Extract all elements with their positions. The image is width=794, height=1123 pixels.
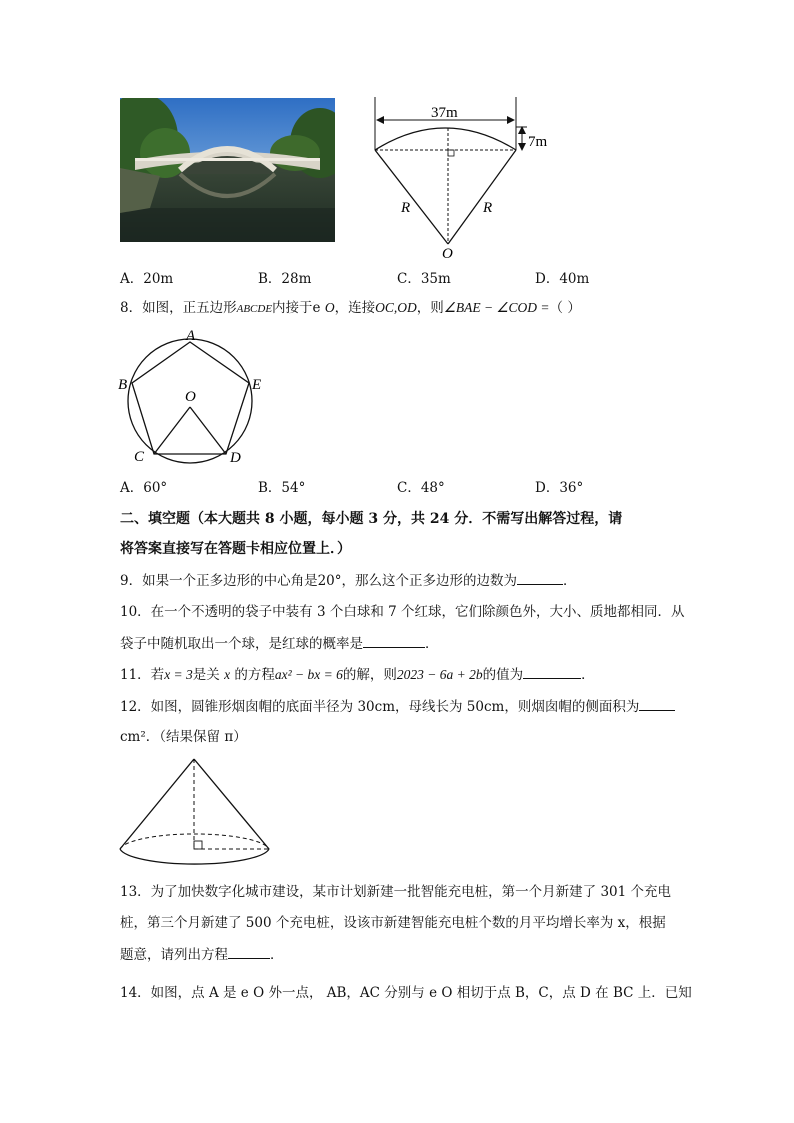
q8-circle-o: O bbox=[324, 300, 335, 315]
q12-line1-text: 12．如图，圆锥形烟囱帽的底面半径为 30cm，母线长为 50cm，则烟囱帽的侧面积为 bbox=[120, 699, 640, 715]
q10-line2 bbox=[120, 634, 439, 653]
q12-line2: cm²．（结果保留 π） bbox=[120, 729, 247, 745]
cone-diagram bbox=[116, 755, 276, 873]
q8-segs: OC,OD bbox=[375, 300, 417, 315]
arch-diagram bbox=[365, 92, 555, 262]
q9-val: 20° bbox=[317, 573, 342, 589]
q12-line1 bbox=[120, 697, 675, 716]
q11-answer-blank[interactable] bbox=[523, 665, 581, 679]
q9-end: ． bbox=[563, 573, 577, 589]
q8-mid3: ，则 bbox=[416, 300, 444, 316]
q8-pre: 如图，正五边形 bbox=[142, 300, 237, 316]
label-7m: 7m bbox=[528, 134, 548, 150]
q11-m3: 的解，则 bbox=[342, 667, 397, 683]
q8-option-b[interactable]: B．54° bbox=[258, 480, 306, 496]
q7-option-a[interactable]: A．20m bbox=[120, 271, 174, 287]
q11-end: ． bbox=[581, 667, 595, 683]
q8-circle: e bbox=[312, 300, 321, 316]
q13-line2: 桩，第三个月新建了 500 个充电桩，设该市新建智能充电桩个数的月平均增长率为 x，根据 bbox=[120, 915, 666, 931]
q10-line2-text: 袋子中随机取出一个球，是红球的概率是 bbox=[120, 636, 363, 652]
q11-pre: 11．若 bbox=[120, 667, 165, 683]
pent-label-D: D bbox=[230, 450, 241, 466]
q11-m1: 是关 bbox=[192, 667, 220, 683]
q11-x: x bbox=[224, 667, 231, 682]
q9-post: ，那么这个正多边形的边数为 bbox=[341, 573, 518, 589]
q10-answer-blank[interactable] bbox=[363, 634, 425, 648]
label-O: O bbox=[442, 246, 453, 262]
q13-line3-text: 题意，请列出方程 bbox=[120, 947, 228, 963]
section2-line2: 将答案直接写在答题卡相应位置上．） bbox=[120, 541, 351, 557]
bridge-photo bbox=[120, 98, 335, 242]
q8-mid2: ，连接 bbox=[334, 300, 376, 316]
q13-answer-blank[interactable] bbox=[228, 945, 270, 959]
label-R-right: R bbox=[483, 200, 493, 216]
q13-line3 bbox=[120, 945, 284, 964]
q11 bbox=[120, 665, 595, 684]
pent-label-C: C bbox=[134, 449, 145, 465]
q9-answer-blank[interactable] bbox=[517, 571, 563, 585]
q8-mid: 内接于 bbox=[272, 300, 313, 316]
q10-end: ． bbox=[425, 636, 439, 652]
q8-num: 8． bbox=[120, 300, 143, 316]
section2-line1: 二、填空题（本大题共 8 小题，每小题 3 分，共 24 分．不需写出解答过程，请 bbox=[120, 511, 623, 527]
label-R-left: R bbox=[401, 200, 411, 216]
q8-tail: （ ） bbox=[549, 300, 581, 316]
q14-line1: 14．如图，点 A 是 e O 外一点， AB，AC 分别与 e O 相切于点 B，C，点 D 在 BC 上．已知 bbox=[120, 985, 692, 1001]
q9-pre: 9．如果一个正多边形的中心角是 bbox=[120, 573, 318, 589]
q13-end: ． bbox=[270, 947, 284, 963]
pent-label-A: A bbox=[186, 328, 196, 344]
q12-answer-blank[interactable] bbox=[639, 697, 675, 711]
label-37m: 37m bbox=[431, 105, 458, 121]
q8-option-c[interactable]: C．48° bbox=[397, 480, 445, 496]
q9 bbox=[120, 571, 577, 590]
q13-line1: 13．为了加快数字化城市建设，某市计划新建一批智能充电桩，第一个月新建了 301 个充电 bbox=[120, 884, 672, 900]
q11-eq: ax² − bx = 6 bbox=[274, 667, 343, 682]
q8-stem bbox=[120, 299, 581, 318]
q8-shape: ABCDE bbox=[236, 303, 273, 315]
q10-line1: 10．在一个不透明的袋子中装有 3 个白球和 7 个红球，它们除颜色外，大小、质地都相同．从 bbox=[120, 604, 685, 620]
q8-option-a[interactable]: A．60° bbox=[120, 480, 168, 496]
q11-x3: x = 3 bbox=[164, 667, 193, 682]
q7-option-c[interactable]: C．35m bbox=[397, 271, 451, 287]
q11-expr: 2023 − 6a + 2b bbox=[396, 667, 483, 682]
q11-m4: 的值为 bbox=[482, 667, 524, 683]
pentagon-diagram bbox=[116, 325, 276, 470]
q11-m2: 的方程 bbox=[234, 667, 275, 683]
pent-label-E: E bbox=[252, 377, 262, 393]
q8-expr: ∠BAE − ∠COD = bbox=[443, 300, 550, 315]
pent-label-B: B bbox=[118, 377, 128, 393]
q7-option-b[interactable]: B．28m bbox=[258, 271, 312, 287]
pent-label-O: O bbox=[185, 389, 196, 405]
q8-option-d[interactable]: D．36° bbox=[535, 480, 584, 496]
q7-option-d[interactable]: D．40m bbox=[535, 271, 590, 287]
